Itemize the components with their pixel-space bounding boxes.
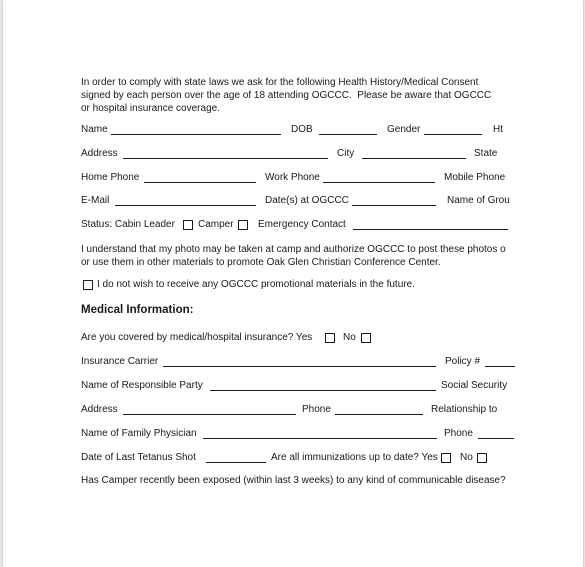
group-label: Name of Grou [447,195,510,206]
medical-phone-label: Phone [302,404,331,415]
immunizations-label: Are all immunizations up to date? Yes [271,452,438,463]
home-phone-label: Home Phone [81,172,140,183]
email-field[interactable] [115,205,256,206]
relationship-label: Relationship to [431,404,498,415]
insurance-no-label: No [343,332,356,343]
row-physician [81,427,511,441]
physician-label: Name of Family Physician [81,428,197,439]
email-label: E-Mail [81,195,110,206]
dates-label: Date(s) at OGCCC [265,195,349,206]
immunizations-yes-checkbox[interactable] [441,453,451,463]
intro-paragraph: In order to comply with state laws we ask for the following Health History/Medical Consent signed by each person over the age of 18 attending OGCCC. Please be aware that OGCCC or hospital insurance coverage. [81,77,492,114]
row-opt-out [81,278,511,292]
insurance-carrier-label: Insurance Carrier [81,356,159,367]
city-label: City [337,148,355,159]
medical-heading: Medical Information: [81,304,194,316]
name-label: Name [81,124,108,135]
row-responsible-party [81,379,511,393]
state-label: State [474,148,498,159]
form-page [3,0,583,567]
opt-out-checkbox[interactable] [83,280,93,290]
emergency-contact-label: Emergency Contact [258,219,346,230]
dates-field[interactable] [352,205,436,206]
responsible-party-label: Name of Responsible Party [81,380,203,391]
row-medical-address [81,403,511,417]
insurance-yes-checkbox[interactable] [325,333,335,343]
policy-field[interactable] [485,366,515,367]
name-field[interactable] [111,134,281,135]
insurance-no-checkbox[interactable] [361,333,371,343]
medical-address-label: Address [81,404,118,415]
camper-checkbox[interactable] [238,220,248,230]
work-phone-label: Work Phone [265,172,320,183]
row-status [81,218,511,232]
immunizations-no-checkbox[interactable] [477,453,487,463]
tetanus-label: Date of Last Tetanus Shot [81,452,196,463]
exposure-question-label: Has Camper recently been exposed (within last 3 weeks) to any kind of communicable disease? [81,475,506,486]
row-email [81,194,511,208]
gender-label: Gender [387,124,421,135]
row-phones [81,171,511,185]
insurance-question-label: Are you covered by medical/hospital insurance? Yes [81,332,313,343]
row-exposure [81,474,511,488]
home-phone-field[interactable] [144,182,256,183]
city-field[interactable] [362,158,466,159]
row-tetanus [81,451,511,465]
medical-phone-field[interactable] [335,414,423,415]
immunizations-no-label: No [460,452,473,463]
dob-field[interactable] [319,134,377,135]
row-address [81,147,511,161]
physician-phone-field[interactable] [478,438,514,439]
dob-label: DOB [291,124,313,135]
ht-label: Ht [493,124,503,135]
tetanus-field[interactable] [206,462,266,463]
physician-field[interactable] [203,438,437,439]
insurance-carrier-field[interactable] [163,366,436,367]
policy-label: Policy # [445,356,481,367]
photo-consent-text: I understand that my photo may be taken at camp and authorize OGCCC to post these photos o or use them in other materials to promote Oak Glen Christian Conference Center. [81,244,506,268]
responsible-party-field[interactable] [210,390,436,391]
physician-phone-label: Phone [444,428,473,439]
social-security-label: Social Security [441,380,508,391]
camper-label: Camper [198,219,234,230]
emergency-contact-field[interactable] [353,229,508,230]
status-label: Status: Cabin Leader [81,219,175,230]
opt-out-label: I do not wish to receive any OGCCC promotional materials in the future. [97,279,415,290]
medical-address-field[interactable] [123,414,296,415]
address-field[interactable] [123,158,328,159]
work-phone-field[interactable] [323,182,435,183]
gender-field[interactable] [424,134,482,135]
mobile-phone-label: Mobile Phone [444,172,506,183]
row-insurance-question [81,331,511,345]
address-label: Address [81,148,118,159]
cabin-leader-checkbox[interactable] [183,220,193,230]
row-name [81,123,511,137]
row-insurance-carrier [81,355,511,369]
